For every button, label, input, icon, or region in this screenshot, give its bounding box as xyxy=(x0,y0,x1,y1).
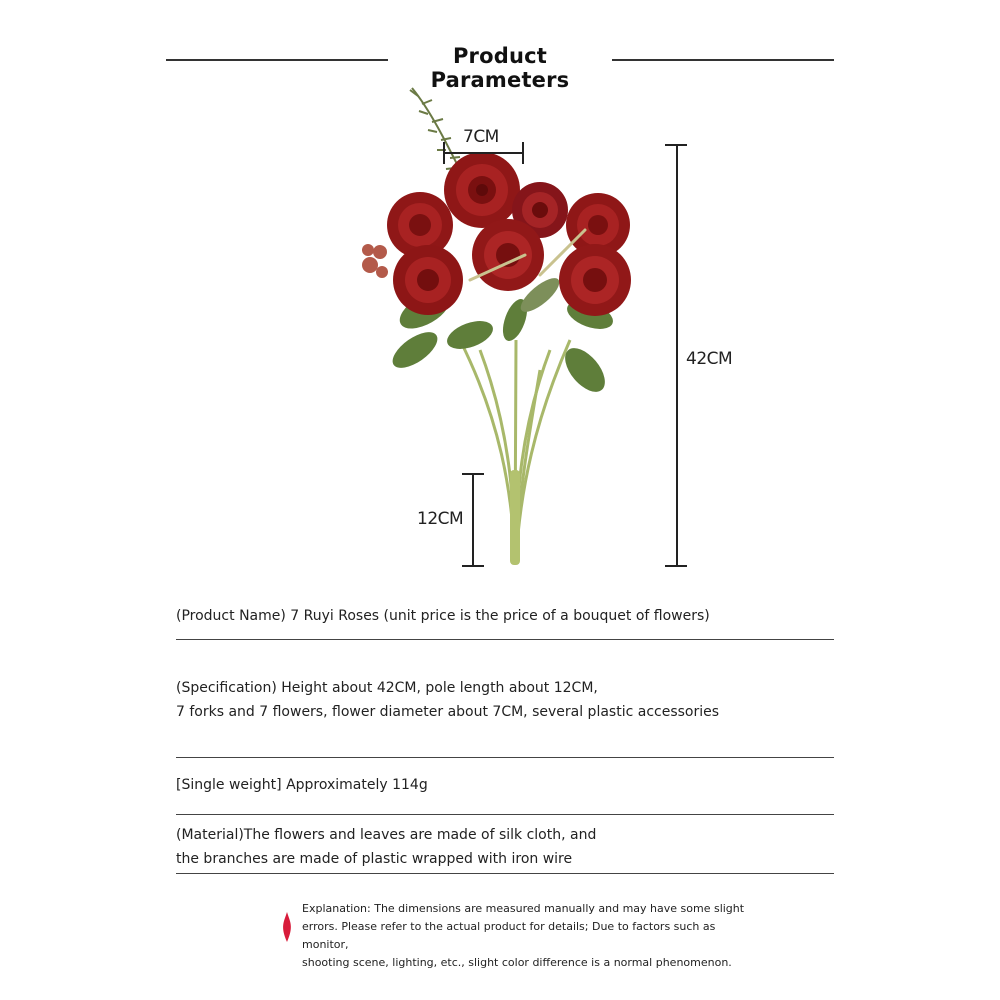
param-divider xyxy=(176,639,834,640)
note-line: shooting scene, lighting, etc., slight color difference is a normal phenomenon. xyxy=(302,956,732,969)
param-line-text: 7 forks and 7 flowers, flower diameter about 7CM, several plastic accessories xyxy=(176,704,720,720)
param-divider xyxy=(176,814,834,815)
diameter-line xyxy=(444,152,523,154)
param-material xyxy=(176,823,834,871)
height-label: 42CM xyxy=(686,349,733,369)
param-line-text: (Specification) Height about 42CM, pole length about 12CM, xyxy=(176,680,598,696)
title-divider-right xyxy=(612,59,834,61)
note-line: Explanation: The dimensions are measured manually and may have some slight xyxy=(302,902,745,915)
param-line-text: (Material)The flowers and leaves are made of silk cloth, and xyxy=(176,827,597,843)
rose-bouquet-image xyxy=(340,80,700,580)
diameter-tick-left xyxy=(443,142,445,164)
param-divider xyxy=(176,873,834,874)
note-line: errors. Please refer to the actual product for details; Due to factors such as monitor, xyxy=(302,920,716,951)
diameter-tick-right xyxy=(522,142,524,164)
param-single-weight xyxy=(176,773,834,797)
pole-tick-bottom xyxy=(462,565,484,567)
param-line-text: (Product Name) 7 Ruyi Roses (unit price is the price of a bouquet of flowers) xyxy=(176,608,710,624)
diamond-icon xyxy=(280,912,294,942)
stem-wrap xyxy=(510,470,520,565)
height-line xyxy=(676,144,678,566)
buds xyxy=(362,244,388,278)
page-title: Product Parameters xyxy=(430,44,570,92)
title-row xyxy=(166,40,834,92)
param-divider xyxy=(176,757,834,758)
roses xyxy=(387,152,631,316)
pole-label: 12CM xyxy=(417,509,464,529)
explanation-note xyxy=(302,900,762,972)
height-tick-top xyxy=(665,144,687,146)
pole-line xyxy=(472,473,474,566)
height-tick-bottom xyxy=(665,565,687,567)
param-line-text: [Single weight] Approximately 114g xyxy=(176,777,428,793)
param-specification xyxy=(176,676,834,724)
pole-tick-top xyxy=(462,473,484,475)
param-line-text: the branches are made of plastic wrapped with iron wire xyxy=(176,851,573,867)
param-product-name xyxy=(176,604,834,628)
title-divider-left xyxy=(166,59,388,61)
diameter-label: 7CM xyxy=(463,127,499,147)
